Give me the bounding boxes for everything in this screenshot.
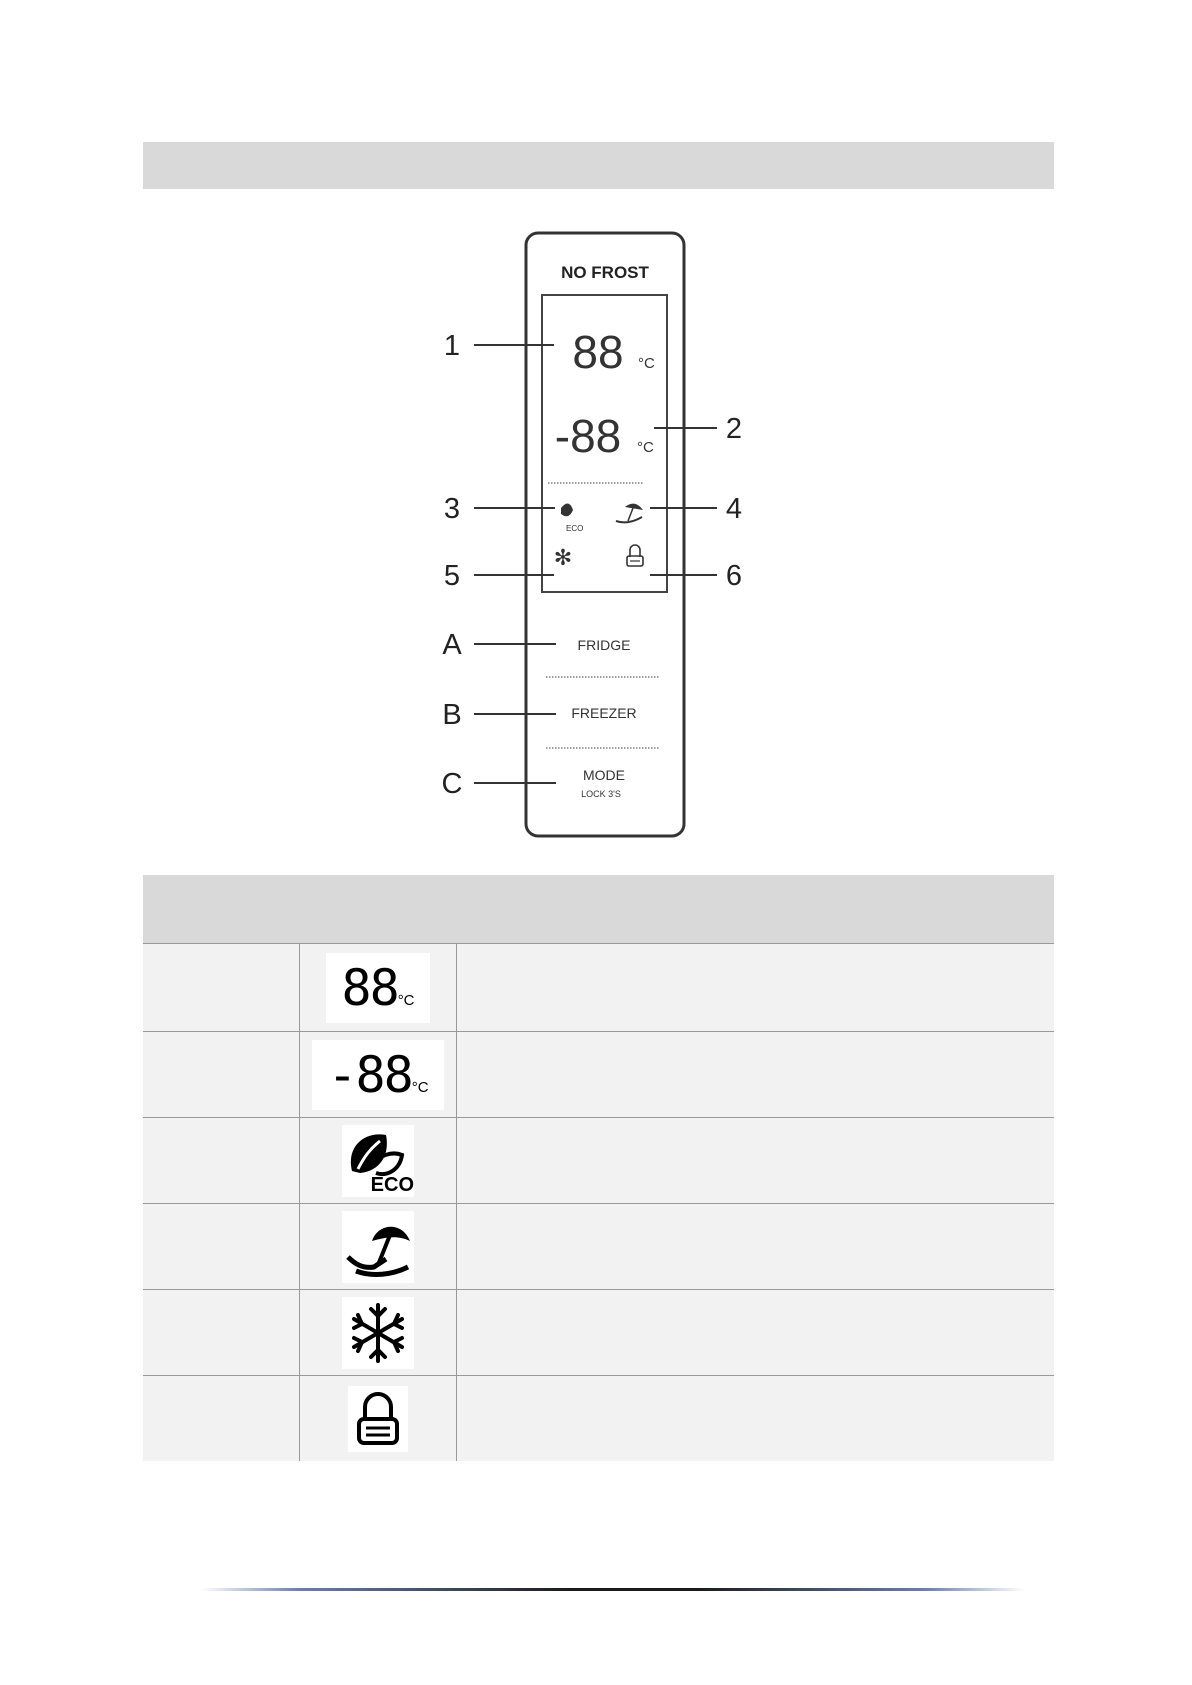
table-row	[143, 1289, 1054, 1375]
callout-4: 4	[725, 493, 743, 525]
fast-freeze-indicator-icon: ✻	[553, 545, 573, 570]
callout-1: 1	[443, 330, 461, 362]
callout-a: A	[442, 629, 462, 661]
row-icon-cell	[300, 1118, 457, 1203]
panel-outline	[526, 233, 684, 836]
mode-button[interactable]: MODE	[583, 767, 625, 783]
table-row	[143, 1117, 1054, 1203]
callout-5: 5	[443, 560, 461, 592]
row-icon-cell	[300, 944, 457, 1031]
callout-b: B	[442, 699, 462, 731]
fridge-button[interactable]: FRIDGE	[577, 637, 631, 653]
control-panel-diagram	[430, 225, 750, 865]
row-label-cell	[143, 944, 300, 1031]
callout-6: 6	[725, 560, 743, 592]
freezer-temp-digits: -88	[554, 410, 622, 462]
table-row	[143, 1203, 1054, 1289]
table-header	[143, 875, 1054, 943]
row-description-cell	[457, 1032, 1054, 1117]
fridge-temperature-display-icon: 88 °C	[326, 953, 430, 1023]
row-icon-cell	[300, 1290, 457, 1375]
table-row	[143, 943, 1054, 1031]
row-description-cell	[457, 1290, 1054, 1375]
table-row	[143, 1031, 1054, 1117]
callout-2: 2	[725, 413, 743, 445]
row-label-cell	[143, 1118, 300, 1203]
row-icon-cell	[300, 1032, 457, 1117]
freezer-temp-unit: °C	[637, 439, 654, 456]
eco-leaf-icon: ECO	[342, 1125, 414, 1197]
mode-lock-hint: LOCK 3'S	[581, 789, 621, 799]
row-icon-cell	[300, 1376, 457, 1461]
row-description-cell	[457, 1376, 1054, 1461]
footer-rule	[200, 1588, 1025, 1591]
callout-c: C	[441, 768, 463, 800]
svg-text:ECO: ECO	[566, 524, 584, 533]
table-row	[143, 1375, 1054, 1461]
lock-icon	[348, 1386, 408, 1452]
header-bar	[143, 142, 1054, 189]
row-label-cell	[143, 1032, 300, 1117]
row-description-cell	[457, 1118, 1054, 1203]
freezer-button[interactable]: FREEZER	[571, 705, 637, 721]
row-label-cell	[143, 1376, 300, 1461]
snowflake-icon	[342, 1297, 414, 1369]
row-description-cell	[457, 944, 1054, 1031]
row-icon-cell	[300, 1204, 457, 1289]
callout-3: 3	[443, 493, 461, 525]
row-description-cell	[457, 1204, 1054, 1289]
brand-label: NO FROST	[561, 263, 649, 282]
freezer-temperature-display-icon: -88 °C	[312, 1040, 444, 1110]
fridge-temp-digits: 88	[572, 326, 624, 378]
row-label-cell	[143, 1290, 300, 1375]
row-label-cell	[143, 1204, 300, 1289]
holiday-umbrella-icon	[342, 1211, 414, 1283]
fridge-temp-unit: °C	[638, 355, 655, 372]
